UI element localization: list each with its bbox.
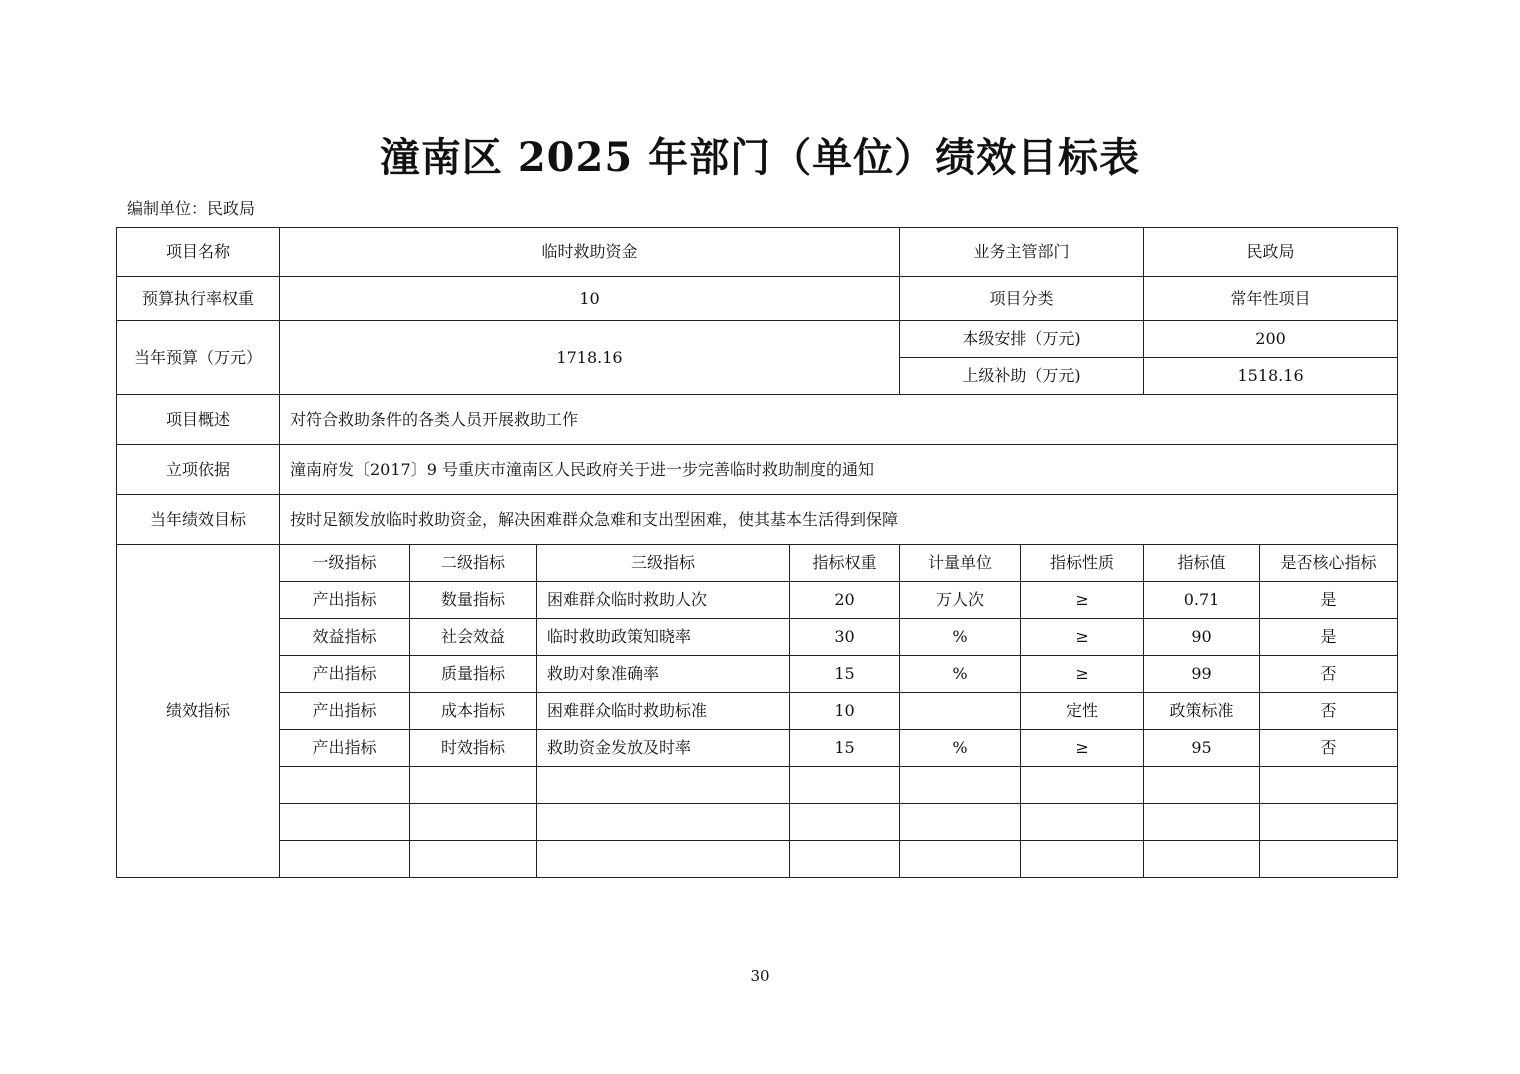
indicator-core: 否 [1260,730,1398,767]
empty-cell [1260,804,1398,841]
goal-row [117,495,1398,545]
empty-cell [280,767,410,804]
indicator-core: 是 [1260,619,1398,656]
empty-cell [1144,804,1260,841]
project-name-label: 项目名称 [117,228,280,277]
annual-budget-value: 1718.16 [280,321,900,395]
basis-value: 潼南府发〔2017〕9 号重庆市潼南区人民政府关于进一步完善临时救助制度的通知 [280,445,1398,495]
indicator-row [117,730,1398,767]
execution-weight-label: 预算执行率权重 [117,277,280,321]
performance-table [116,227,1398,878]
indicator-core: 否 [1260,656,1398,693]
overview-value: 对符合救助条件的各类人员开展救助工作 [280,395,1398,445]
compiler-unit: 编制单位：民政局 [127,199,256,218]
empty-cell [410,767,537,804]
overview-label: 项目概述 [117,395,280,445]
header-level3: 三级指标 [537,545,790,582]
annual-budget-label: 当年预算（万元） [117,321,280,395]
budget-row [117,321,1398,358]
project-category-label: 项目分类 [900,277,1144,321]
header-level2: 二级指标 [410,545,537,582]
goal-label: 当年绩效目标 [117,495,280,545]
indicator-unit [900,693,1021,730]
department-label: 业务主管部门 [900,228,1144,277]
header-nature: 指标性质 [1021,545,1144,582]
indicator-level2: 社会效益 [410,619,537,656]
header-weight: 指标权重 [790,545,900,582]
empty-cell [1021,767,1144,804]
empty-cell [1144,767,1260,804]
indicator-level2: 成本指标 [410,693,537,730]
indicator-value: 政策标准 [1144,693,1260,730]
indicator-weight: 20 [790,582,900,619]
indicator-nature: ≥ [1021,582,1144,619]
indicator-level1: 产出指标 [280,730,410,767]
empty-cell [900,804,1021,841]
header-value: 指标值 [1144,545,1260,582]
header-core: 是否核心指标 [1260,545,1398,582]
header-level1: 一级指标 [280,545,410,582]
empty-cell [900,767,1021,804]
indicator-unit: % [900,619,1021,656]
indicator-level3: 救助资金发放及时率 [537,730,790,767]
empty-cell [537,804,790,841]
indicator-unit: 万人次 [900,582,1021,619]
indicator-weight: 10 [790,693,900,730]
indicator-value: 99 [1144,656,1260,693]
empty-cell [1144,841,1260,878]
indicator-value: 0.71 [1144,582,1260,619]
indicator-row [117,693,1398,730]
empty-cell [790,804,900,841]
indicators-label: 绩效指标 [117,545,280,878]
weight-row [117,277,1398,321]
indicator-core: 是 [1260,582,1398,619]
empty-cell [1260,767,1398,804]
empty-indicator-row [117,767,1398,804]
project-name-value: 临时救助资金 [280,228,900,277]
project-name-row [117,228,1398,277]
upper-subsidy-label: 上级补助（万元) [900,358,1144,395]
indicator-level1: 产出指标 [280,656,410,693]
indicator-weight: 15 [790,656,900,693]
indicator-unit: % [900,730,1021,767]
local-allocation-label: 本级安排（万元) [900,321,1144,358]
empty-cell [280,804,410,841]
empty-cell [410,804,537,841]
page-number: 30 [750,967,770,985]
indicator-value: 90 [1144,619,1260,656]
indicator-nature: ≥ [1021,656,1144,693]
empty-cell [410,841,537,878]
indicator-core: 否 [1260,693,1398,730]
empty-cell [280,841,410,878]
empty-cell [900,841,1021,878]
overview-row [117,395,1398,445]
department-value: 民政局 [1144,228,1398,277]
indicator-value: 95 [1144,730,1260,767]
basis-row [117,445,1398,495]
indicator-level1: 产出指标 [280,582,410,619]
indicator-level2: 时效指标 [410,730,537,767]
indicator-level2: 数量指标 [410,582,537,619]
goal-value: 按时足额发放临时救助资金，解决困难群众急难和支出型困难，使其基本生活得到保障 [280,495,1398,545]
indicator-nature: 定性 [1021,693,1144,730]
indicator-unit: % [900,656,1021,693]
indicator-nature: ≥ [1021,730,1144,767]
upper-subsidy-value: 1518.16 [1144,358,1398,395]
indicator-row [117,656,1398,693]
empty-indicator-row [117,841,1398,878]
indicator-level1: 效益指标 [280,619,410,656]
empty-cell [1260,841,1398,878]
header-unit: 计量单位 [900,545,1021,582]
empty-indicator-row [117,804,1398,841]
basis-label: 立项依据 [117,445,280,495]
document-title: 潼南区 2025 年部门（单位）绩效目标表 [379,134,1141,181]
execution-weight-value: 10 [280,277,900,321]
indicator-weight: 15 [790,730,900,767]
indicator-row [117,582,1398,619]
indicator-level3: 困难群众临时救助人次 [537,582,790,619]
empty-cell [1021,841,1144,878]
empty-cell [1021,804,1144,841]
project-category-value: 常年性项目 [1144,277,1398,321]
indicator-header-row [117,545,1398,582]
empty-cell [790,841,900,878]
indicator-level1: 产出指标 [280,693,410,730]
local-allocation-value: 200 [1144,321,1398,358]
indicator-level3: 困难群众临时救助标准 [537,693,790,730]
empty-cell [537,841,790,878]
indicator-weight: 30 [790,619,900,656]
empty-cell [790,767,900,804]
indicator-level3: 救助对象准确率 [537,656,790,693]
indicator-nature: ≥ [1021,619,1144,656]
indicator-level3: 临时救助政策知晓率 [537,619,790,656]
indicator-row [117,619,1398,656]
indicator-level2: 质量指标 [410,656,537,693]
empty-cell [537,767,790,804]
